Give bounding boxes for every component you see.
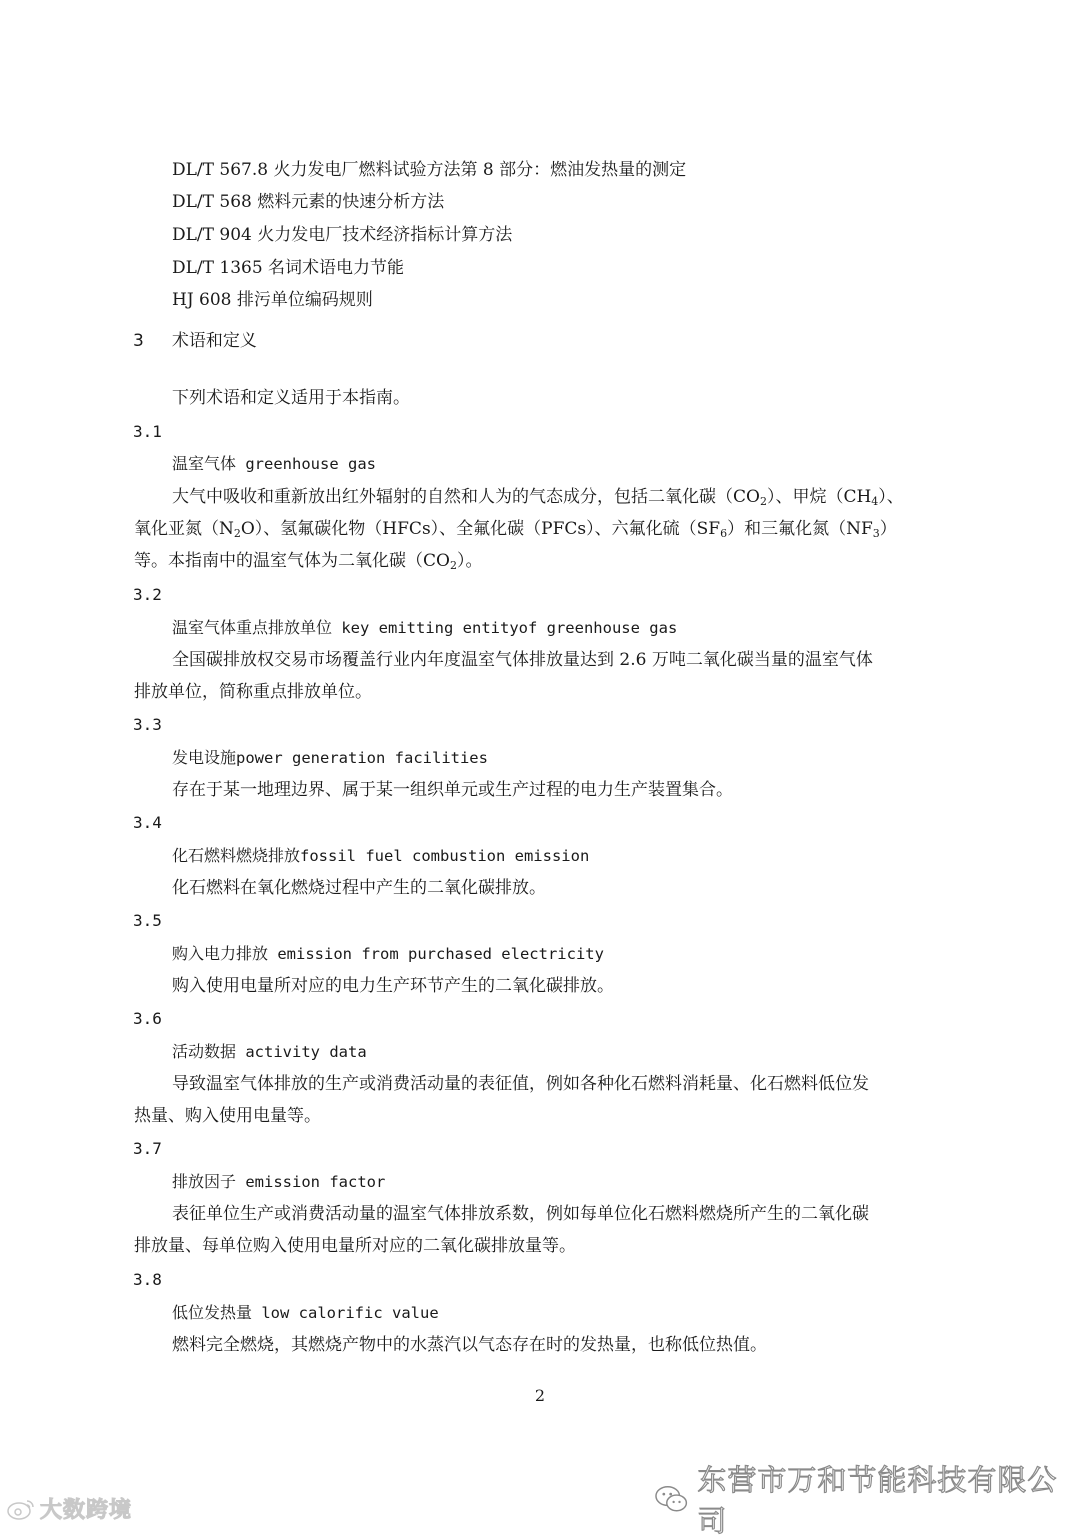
- term-number: 3.5: [133, 911, 162, 930]
- term-number: 3.6: [133, 1009, 162, 1028]
- term-label: [172, 943, 604, 965]
- term-definition-line: 氧化亚氮$(N_2O)$、氢氟碳化物（HFCs）、全氟化碳（PFCs）、六氟化硫$(SF_6)$和三氟化氮$(NF_3)$: [134, 519, 897, 540]
- watermark-left-text: 大数跨境: [40, 1498, 133, 1523]
- subscript: 4: [871, 495, 879, 508]
- term-number: 3.7: [133, 1139, 162, 1158]
- subscript: 2: [759, 495, 767, 508]
- term-definition-line: 表征单位生产或消费活动量的温室气体排放系数，例如每单位化石燃料燃烧所产生的二氧化碳: [172, 1204, 869, 1224]
- term-zh: 化石燃料燃烧排放: [172, 846, 301, 865]
- term-label: [172, 617, 677, 639]
- term-label: [172, 1302, 439, 1324]
- term-definition-line: 购入使用电量所对应的电力生产环节产生的二氧化碳排放。: [172, 976, 614, 996]
- subscript: 6: [720, 527, 728, 540]
- section-heading: [133, 330, 257, 352]
- page-number: 2: [534, 1386, 546, 1405]
- term-definition-line: 导致温室气体排放的生产或消费活动量的表征值，例如各种化石燃料消耗量、化石燃料低位发: [172, 1074, 869, 1094]
- watermark-right-text: 东营市万和节能科技有限公司: [697, 1463, 1058, 1538]
- term-definition-line: 存在于某一地理边界、属于某一组织单元或生产过程的电力生产装置集合。: [172, 780, 733, 800]
- term-zh: 温室气体: [172, 454, 237, 473]
- term-number: 3.4: [133, 813, 162, 832]
- term-definition-line: 化石燃料在氧化燃烧过程中产生的二氧化碳排放。: [172, 878, 546, 898]
- term-number: 3.8: [133, 1270, 162, 1289]
- section-intro: 下列术语和定义适用于本指南。: [172, 388, 410, 408]
- term-definition-line: 排放量、每单位购入使用电量所对应的二氧化碳排放量等。: [134, 1236, 576, 1256]
- term-en: low calorific value: [252, 1304, 439, 1322]
- section-title: 术语和定义: [171, 331, 257, 351]
- term-en: key emitting entityof greenhouse gas: [332, 619, 678, 637]
- wechat-icon: [654, 1484, 689, 1514]
- reference-item: DL/T 568 燃料元素的快速分析方法: [172, 192, 445, 212]
- watermark-left: [6, 1493, 132, 1524]
- term-en: fossil fuel combustion emission: [300, 847, 590, 865]
- term-definition-line: 全国碳排放权交易市场覆盖行业内年度温室气体排放量达到 2.6 万吨二氧化碳当量的温室气体: [172, 650, 873, 670]
- term-zh: 购入电力排放: [172, 944, 269, 963]
- term-number: 3.2: [133, 585, 162, 604]
- term-en: greenhouse gas: [236, 455, 376, 473]
- term-number: 3.3: [133, 715, 162, 734]
- watermark-right: [654, 1458, 1080, 1540]
- reference-item: DL/T 1365 名词术语电力节能: [172, 258, 405, 278]
- term-definition-line: 燃料完全燃烧，其燃烧产物中的水蒸汽以气态存在时的发热量，也称低位热值。: [172, 1335, 767, 1355]
- term-en: emission from purchased electricity: [268, 945, 604, 963]
- term-number: 3.1: [133, 422, 162, 441]
- term-zh: 活动数据: [172, 1042, 237, 1061]
- term-zh: 排放因子: [172, 1172, 237, 1191]
- term-zh: 低位发热量: [172, 1303, 253, 1322]
- term-label: [172, 453, 376, 475]
- weibo-icon: [6, 1497, 36, 1521]
- term-definition-line: 热量、购入使用电量等。: [134, 1106, 321, 1126]
- term-label: [172, 1041, 367, 1063]
- term-en: power generation facilities: [236, 749, 488, 767]
- reference-item: DL/T 567.8 火力发电厂燃料试验方法第 8 部分：燃油发热量的测定: [172, 160, 687, 180]
- term-en: emission factor: [236, 1173, 386, 1191]
- subscript: 3: [872, 527, 880, 540]
- subscript: 2: [449, 559, 457, 572]
- section-number: 3: [133, 331, 144, 351]
- subscript: 2: [233, 527, 241, 540]
- term-zh: 发电设施: [172, 748, 237, 767]
- reference-item: HJ 608 排污单位编码规则: [172, 290, 373, 310]
- term-zh: 温室气体重点排放单位: [172, 618, 333, 637]
- term-definition-line: 排放单位，简称重点排放单位。: [134, 682, 372, 702]
- term-label: [172, 747, 488, 769]
- term-label: [172, 845, 589, 867]
- term-definition-line: 大气中吸收和重新放出红外辐射的自然和人为的气态成分，包括二氧化碳$(CO_2)$、甲烷$(CH_4)$、: [172, 487, 904, 508]
- term-label: [172, 1171, 385, 1193]
- reference-item: DL/T 904 火力发电厂技术经济指标计算方法: [172, 225, 513, 245]
- term-definition-line: 等。本指南中的温室气体为二氧化碳$(CO_2)$。: [134, 551, 483, 572]
- term-en: activity data: [236, 1043, 367, 1061]
